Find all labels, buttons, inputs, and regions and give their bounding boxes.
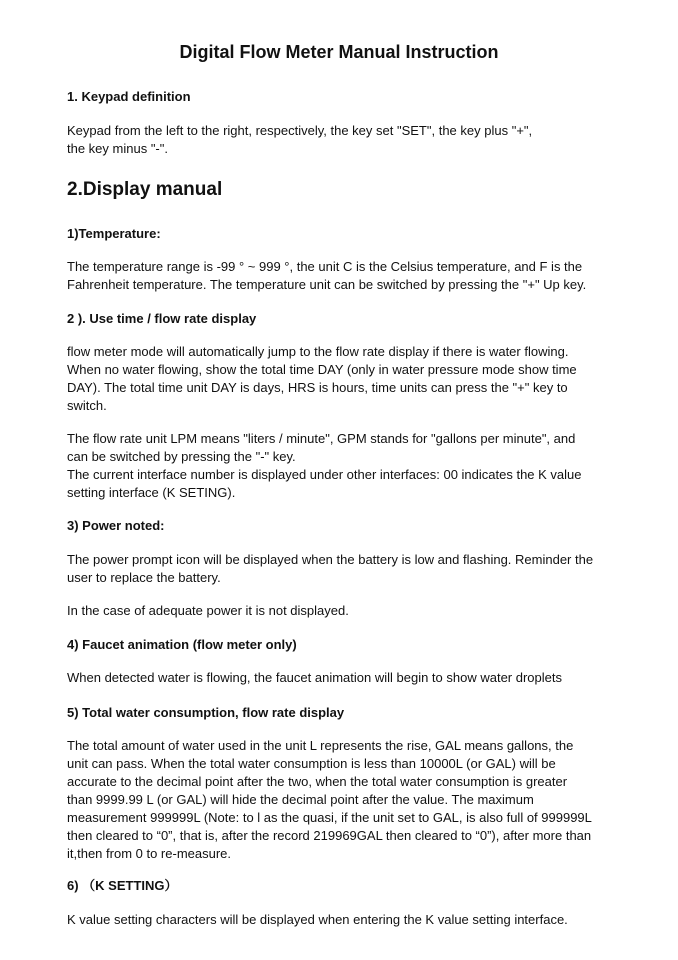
- text-line: can be switched by pressing the "-" key.: [67, 449, 296, 464]
- text-line: The total amount of water used in the unit L represents the rise, GAL means gallons, the: [67, 738, 574, 753]
- total-consumption-paragraph: [67, 737, 627, 863]
- text-line: DAY). The total time unit DAY is days, HRS is hours, time units can press the "+" key to: [67, 380, 568, 395]
- text-line: The power prompt icon will be displayed when the battery is low and flashing. Reminder the: [67, 552, 594, 567]
- text-line: The flow rate unit LPM means "liters / minute", GPM stands for "gallons per minute", and: [67, 431, 576, 446]
- use-time-paragraph: [67, 343, 627, 415]
- faucet-paragraph: [67, 669, 627, 687]
- text-line: Fahrenheit temperature. The temperature unit can be switched by pressing the "+" Up key.: [67, 277, 587, 292]
- text-line: K value setting characters will be displayed when entering the K value setting interface.: [67, 912, 568, 927]
- text-line: Keypad from the left to the right, respectively, the key set "SET", the key plus "+",: [67, 123, 533, 138]
- text-line: switch.: [67, 398, 107, 413]
- text-line: setting interface (K SETING).: [67, 485, 236, 500]
- flow-rate-paragraph: [67, 430, 627, 502]
- text-line: When no water flowing, show the total time DAY (only in water pressure mode show time: [67, 362, 577, 377]
- temperature-paragraph: [67, 258, 627, 294]
- text-line: it,then from 0 to re-measure.: [67, 846, 232, 861]
- text-line: measurement 999999L (Note: to l as the quasi, if the unit set to GAL, is also full of 999999L: [67, 810, 592, 825]
- text-line: In the case of adequate power it is not displayed.: [67, 603, 349, 618]
- k-setting-heading: 6) （K SETTING）: [67, 878, 178, 893]
- text-line: then cleared to “0”, that is, after the record 219969GAL then cleared to “0”), after more than: [67, 828, 592, 843]
- text-line: flow meter mode will automatically jump to the flow rate display if there is water flowing.: [67, 344, 569, 359]
- total-consumption-heading: 5) Total water consumption, flow rate display: [67, 705, 345, 720]
- k-setting-paragraph: [67, 911, 627, 929]
- section-keypad-heading: 1. Keypad definition: [67, 89, 191, 104]
- text-line: The temperature range is -99 ° ~ 999 °, the unit C is the Celsius temperature, and F is the: [67, 259, 583, 274]
- faucet-heading: 4) Faucet animation (flow meter only): [67, 637, 297, 652]
- power-paragraph: [67, 551, 627, 587]
- power-note: [67, 602, 627, 620]
- text-line: than 9999.99 L (or GAL) will hide the decimal point after the value. The maximum: [67, 792, 534, 807]
- section-display-heading: 2.Display manual: [67, 179, 223, 200]
- temperature-heading: 1)Temperature:: [67, 226, 161, 241]
- text-line: accurate to the decimal point after the two, when the total water consumption is greater: [67, 774, 568, 789]
- keypad-paragraph: [67, 122, 627, 158]
- use-time-heading: 2 ). Use time / flow rate display: [67, 311, 257, 326]
- power-heading: 3) Power noted:: [67, 518, 165, 533]
- text-line: When detected water is flowing, the faucet animation will begin to show water droplets: [67, 670, 562, 685]
- text-line: The current interface number is displayed under other interfaces: 00 indicates the K value: [67, 467, 582, 482]
- text-line: user to replace the battery.: [67, 570, 221, 585]
- text-line: the key minus "-".: [67, 141, 168, 156]
- document-title: Digital Flow Meter Manual Instruction: [179, 42, 499, 62]
- text-line: unit can pass. When the total water consumption is less than 10000L (or GAL) will be: [67, 756, 556, 771]
